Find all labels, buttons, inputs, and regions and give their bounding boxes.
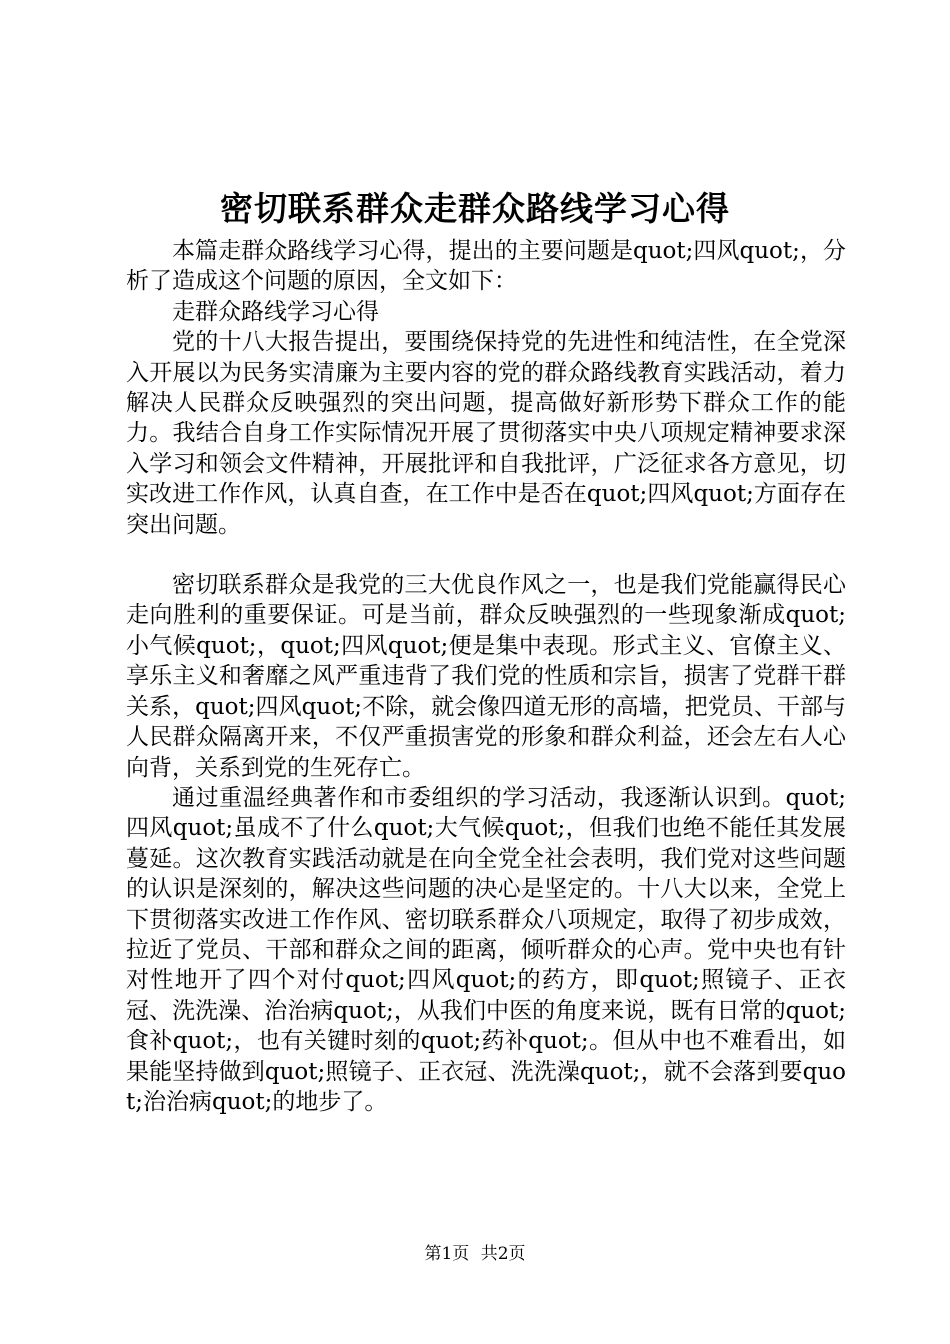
body-paragraph: 密切联系群众是我党的三大优良作风之一，也是我们党能赢得民心走向胜利的重要保证。可是当前，群众反映强烈的一些现象渐成quot;小气候quot;，quot;四风quot;便是集中表现。形式主义、官僚主义、享乐主义和奢靡之风严重违背了我们党的性质和宗旨，损害了党群干群关系，quot;四风quot;不除，就会像四道无形的高墙，把党员、干部与人民群众隔离开来，不仅严重损害党的形象和群众利益，还会左右人心向背，关系到党的生死存亡。 <box>126 572 846 781</box>
body-paragraph: 通过重温经典著作和市委组织的学习活动，我逐渐认识到。quot;四风quot;虽成不了什么quot;大气候quot;，但我们也绝不能任其发展蔓延。这次教育实践活动就是在向全党全社会表明，我们党对这些问题的认识是深刻的，解决这些问题的决心是坚定的。十八大以来，全党上下贯彻落实改进工作作风、密切联系群众八项规定，取得了初步成效，拉近了党员、干部和群众之间的距离，倾听群众的心声。党中央也有针对性地开了四个对付quot;四风quot;的药方，即quot;照镜子、正衣冠、洗洗澡、治治病quot;，从我们中医的角度来说，既有日常的quot;食补quot;，也有关键时刻的quot;药补quot;。但从中也不难看出，如果能坚持做到quot;照镜子、正衣冠、洗洗澡quot;，就不会落到要quot;治治病quot;的地步了。 <box>126 784 846 1115</box>
page-number: 第1页 <box>424 1244 470 1264</box>
document-title: 密切联系群众走群众路线学习心得 <box>220 189 730 228</box>
subheading-paragraph: 走群众路线学习心得 <box>172 298 379 325</box>
page-total: 共2页 <box>480 1244 526 1264</box>
intro-paragraph: 本篇走群众路线学习心得，提出的主要问题是quot;四风quot;，分析了造成这个问题的原因，全文如下： <box>126 238 846 295</box>
document-body <box>126 236 846 1117</box>
body-paragraph: 党的十八大报告提出，要围绕保持党的先进性和纯洁性，在全党深入开展以为民务实清廉为主要内容的党的群众路线教育实践活动，着力解决人民群众反映强烈的突出问题，提高做好新形势下群众工作的能力。我结合自身工作实际情况开展了贯彻落实中央八项规定精神要求深入学习和领会文件精神，开展批评和自我批评，广泛征求各方意见，切实改进工作作风，认真自查，在工作中是否在quot;四风quot;方面存在突出问题。 <box>126 329 846 538</box>
page-footer <box>0 1242 950 1266</box>
